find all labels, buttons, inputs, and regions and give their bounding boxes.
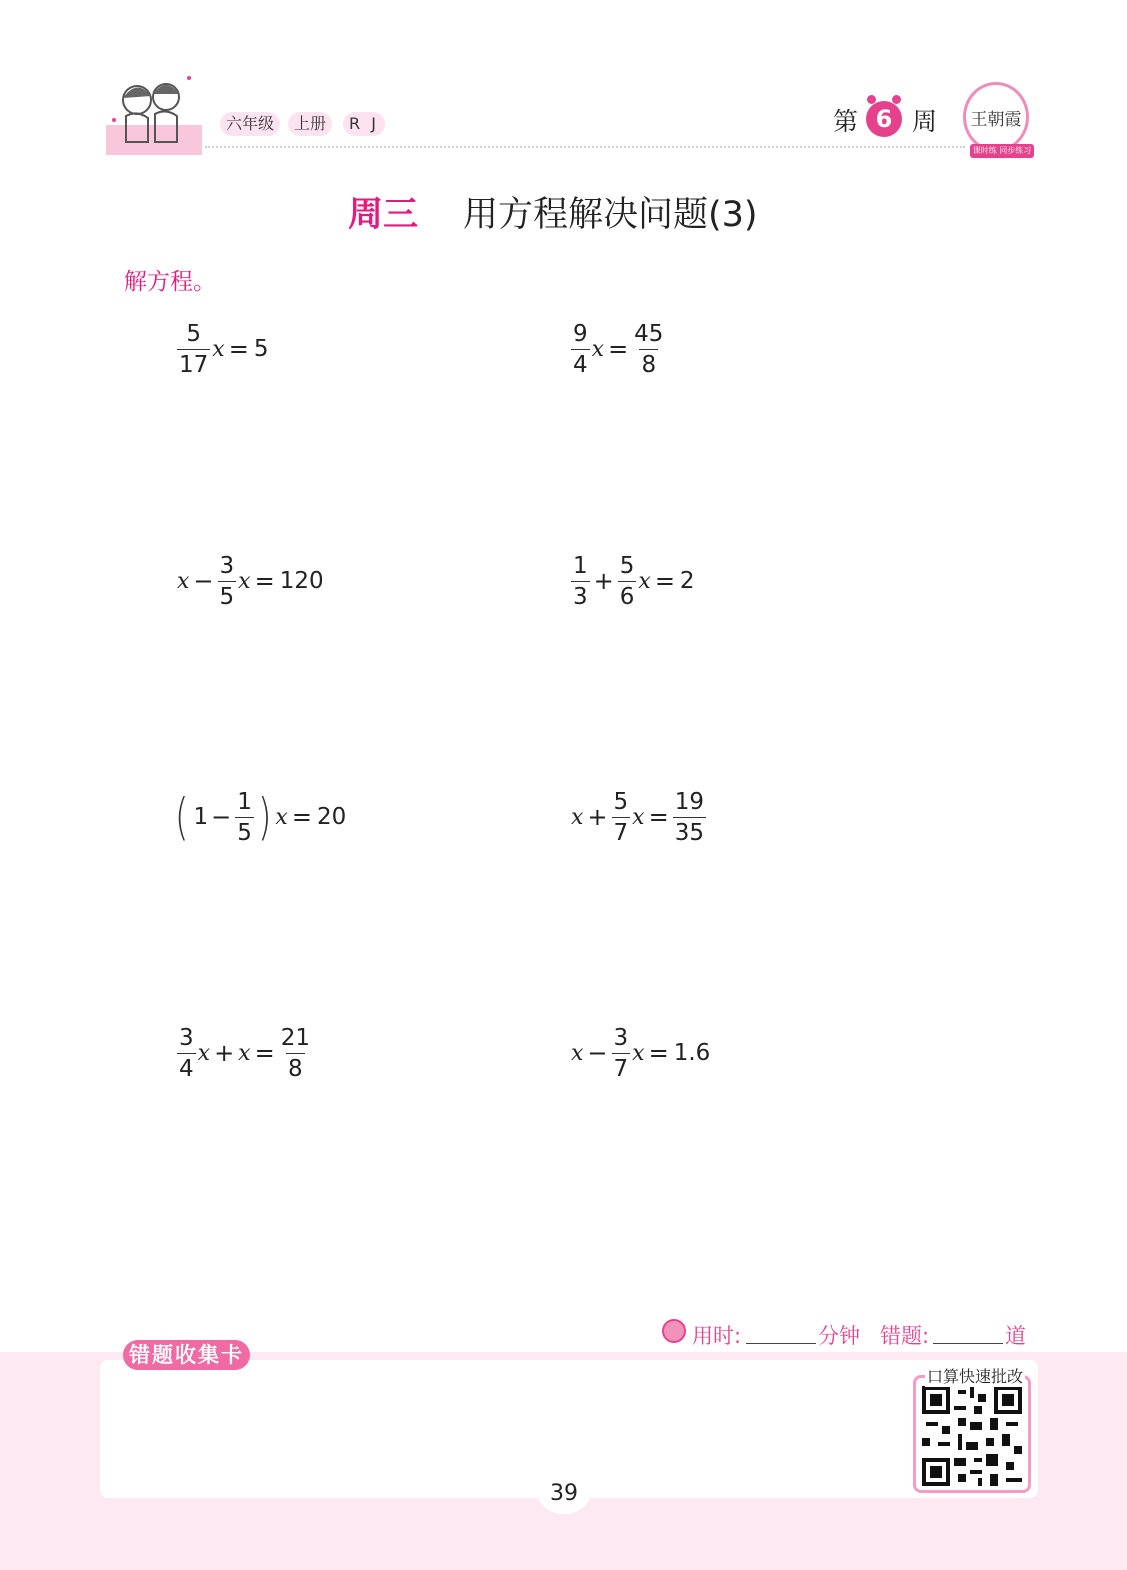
time-label: 用时: (692, 1324, 742, 1348)
children-illustration (104, 70, 204, 160)
fraction: $\frac{9}{4}$ (573, 320, 588, 378)
qr-code-icon (922, 1386, 1022, 1486)
week-prefix: 第 (833, 107, 859, 136)
fraction: $\frac{3}{5}$ (219, 552, 235, 610)
header-divider (205, 146, 965, 148)
equation-7: $\frac{3}{4}$ x + x = $\frac{21}{8}$ (179, 1024, 310, 1082)
fraction: $\frac{1}{3}$ (573, 552, 588, 610)
fraction: $\frac{3}{7}$ (613, 1024, 629, 1082)
errors-unit: 道 (1005, 1324, 1026, 1348)
grade-tag: 六年级 (220, 112, 280, 136)
qr-code-frame[interactable] (913, 1375, 1031, 1493)
equation-6: x + $\frac{5}{7}$ x = $\frac{19}{35}$ (571, 788, 704, 846)
fraction: $\frac{45}{8}$ (634, 320, 664, 378)
fraction: $\frac{1}{5}$ (237, 788, 252, 846)
fraction: $\frac{5}{7}$ (613, 788, 629, 846)
equation-3: x − $\frac{3}{5}$ x = 120 (177, 552, 324, 610)
brand-logo (963, 82, 1029, 152)
time-unit: 分钟 (818, 1324, 860, 1348)
title-day: 周三 (348, 195, 419, 235)
equation-8: x − $\frac{3}{7}$ x = 1.6 (571, 1024, 711, 1082)
week-suffix: 周 (912, 107, 938, 136)
fraction: $\frac{19}{35}$ (674, 788, 704, 846)
week-number-alarm-icon: 6 (866, 101, 902, 137)
fraction: $\frac{3}{4}$ (179, 1024, 194, 1082)
edition-tag: R J (343, 112, 385, 136)
fraction: $\frac{5}{17}$ (179, 320, 209, 378)
fraction: $\frac{21}{8}$ (280, 1024, 310, 1082)
error-card-label: 错题收集卡 (123, 1340, 250, 1370)
title-topic: 用方程解决问题(3) (463, 195, 758, 235)
page-number: 39 (538, 1474, 590, 1514)
volume-tag: 上册 (288, 112, 332, 136)
errors-blank[interactable] (933, 1343, 1003, 1344)
equation-4: $\frac{1}{3}$ + $\frac{5}{6}$ x = 2 (573, 552, 695, 610)
equation-2: $\frac{9}{4}$ x = $\frac{45}{8}$ (573, 320, 664, 378)
instruction: 解方程。 (124, 269, 216, 295)
time-blank[interactable] (746, 1343, 816, 1344)
equation-1: $\frac{5}{17}$ x = 5 (179, 320, 269, 378)
logo-ribbon: 课时练 同步练习 (970, 144, 1034, 158)
errors-label: 错题: (880, 1324, 930, 1348)
logo-text: 王朝霞 (970, 110, 1022, 130)
equation-5: ( 1 − $\frac{1}{5}$ ) x = 20 (174, 788, 347, 846)
qr-label: 口算快速批改 (925, 1364, 1025, 1387)
fraction: $\frac{5}{6}$ (619, 552, 635, 610)
stopwatch-icon (662, 1319, 686, 1343)
